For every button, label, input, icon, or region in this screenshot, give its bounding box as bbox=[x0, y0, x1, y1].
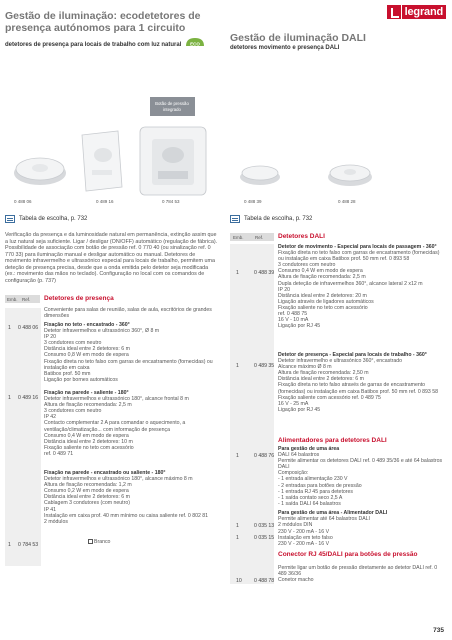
left-item-3-body: Detetor infravermelhos e ultrassónico 180°, alcance máximo 8 m Altura de fixação recomendada: 1,2 m Consumo 0,2 W em modo de espera Distância ideal entre 2 detetores: 6 m Cablagem 3 condutores (com neutro) IP 41 Instalação em caixa prof. 40 mm mínimo ou caixa saliente ref. 0 802 81 2 módulos bbox=[44, 476, 209, 525]
right-item-1-num: 1 bbox=[236, 270, 239, 276]
left-lead: Conveniente para salas de reunião, salas de aula, escritórios de grandes dimensões bbox=[44, 307, 212, 320]
right-section-title: Detetores DALI bbox=[278, 233, 325, 240]
product-label-3: 0 784 53 bbox=[162, 199, 180, 204]
left-title-line-1: Gestão de iluminação: ecodetetores de bbox=[5, 10, 201, 22]
left-item-3-num: 1 bbox=[8, 542, 11, 548]
right-power-1 bbox=[278, 446, 446, 507]
right-conn-body: Permite ligar um botão de pressão diretamente ao detetor DALI ref. 0 489 36/36 Conetor macho bbox=[278, 565, 438, 584]
button-label-line-1: Botão de pressão bbox=[155, 101, 189, 106]
right-col-emb: Emb. bbox=[233, 235, 244, 240]
left-item-1-body: Detetor infravermelhos e ultrassónico 360°, Ø 8 m IP 20 3 condutores com neutro Distância ideal entre 2 detetores: 6 m Consumo 0,8 W em modo de espera Fixação direta no teto falso com garras de encastramento (fornecidas) ou instalação em caixa Batibox prof. 50 mm Ligação por bornes automáticos bbox=[44, 328, 213, 383]
logo-text: legrand bbox=[402, 5, 446, 19]
detector-wall-square-icon bbox=[140, 127, 206, 195]
color-option[interactable] bbox=[85, 539, 110, 545]
right-col-ref: Ref. bbox=[255, 235, 264, 240]
brand-logo bbox=[387, 5, 446, 19]
right-item-1-body: Fixação direta no teto falso com garras de encastramento (fornecidas) ou instalação em caixa Batibox prof. 50 mm ref. 0 893 58 3 condutores com neutro Consumo 0,4 W em modo de espera Altura de fixação recomendada: 2,5 m Dupla deteção de infravermelhos 360°, alcance lateral 2 x12 m IP 20 Distância ideal entre 2 detetores: 20 m Ligação através de ligadores automáticos Fixação saliente no teto com acessório ref. 0 488 75 16 V - 10 mA Ligação por RJ 45 bbox=[278, 250, 440, 330]
left-item-3-title: Fixação na parede - encastrado ou saliente - 180° bbox=[44, 470, 166, 476]
right-power-1-title: Para gestão de uma área bbox=[278, 446, 340, 452]
product-label-2: 0 489 16 bbox=[96, 199, 114, 204]
logo-mark-icon bbox=[387, 5, 401, 19]
left-item-2-title: Fixação na parede - saliente - 180° bbox=[44, 390, 129, 396]
right-item-1 bbox=[278, 244, 446, 329]
detector-wall-saliente-icon bbox=[82, 131, 122, 191]
left-table-ref-text: Tabela de escolha, p. 732 bbox=[19, 216, 88, 222]
color-checkbox[interactable] bbox=[88, 539, 93, 544]
table-ref-icon bbox=[5, 215, 15, 223]
right-item-2-num: 1 bbox=[236, 363, 239, 369]
right-power-3-num: 1 bbox=[236, 535, 239, 541]
eco-badge-text: ECO bbox=[190, 41, 200, 47]
right-item-1-title: Detetor de movimento - Especial para locais de passagem - 360° bbox=[278, 244, 437, 250]
detector-dali-ceiling-icon bbox=[240, 166, 280, 185]
left-col-emb: Emb. bbox=[7, 297, 18, 302]
left-subtitle: detetores de presença para locais de trabalho com luz natural bbox=[5, 42, 182, 48]
left-item-1-num: 1 bbox=[8, 325, 11, 331]
right-conn-title: Conector RJ 45/DALI para botões de pressão bbox=[278, 551, 418, 558]
left-item-3 bbox=[44, 470, 216, 525]
product-label-1: 0 488 06 bbox=[14, 199, 32, 204]
right-power-1-ref: 0 488 76 bbox=[254, 453, 275, 459]
intro-text: Verificação da presença e da luminosidade natural em permanência, extinção assim que a luz natural seja suficiente. Ligar / desligar (ON/OFF) automático (regulação de fábrica). Possibilidade de associação com botão de pressão ref. 0 770 40 (ou sinalização ref. 0 770 33) para iluminação manual e desligar automático ou manual. Detetores de movimento infravermelho e ultrassónico especial para locais de trabalho, permitem uma deteção de presença precisa, desde que a onda emitida pelo detetor seja modificada (ex.: movimento das mãos no teclado). Configuração no local com os comandos de configuração (p. 737) bbox=[5, 232, 218, 284]
right-power-2-title: Para gestão de uma área - Alimentador DALI bbox=[278, 510, 388, 516]
product-illustrations bbox=[0, 95, 452, 210]
right-item-1-ref: 0 488 39 bbox=[254, 270, 275, 276]
color-label: Branco bbox=[94, 539, 111, 545]
left-item-1-ref: 0 488 06 bbox=[18, 325, 39, 331]
left-table-ref[interactable] bbox=[5, 215, 87, 223]
left-item-1-title: Fixação no teto - encastrado - 360° bbox=[44, 322, 130, 328]
right-power-1-num: 1 bbox=[236, 453, 239, 459]
product-label-5: 0 488 28 bbox=[338, 199, 356, 204]
left-item-3-ref: 0 784 53 bbox=[18, 542, 39, 548]
right-conn-num: 10 bbox=[236, 578, 242, 584]
left-num-column bbox=[5, 308, 41, 566]
right-item-2-ref: 0 489 35 bbox=[254, 363, 275, 369]
right-power-3-body: 230 V - 200 mA - 16 V Instalação em teto falso 230 V - 200 mA - 16 V bbox=[278, 529, 333, 548]
button-label-line-2: integrado bbox=[163, 107, 181, 112]
right-table-ref[interactable] bbox=[230, 215, 312, 223]
right-subtitle: detetores movimento e presença DALI bbox=[230, 45, 340, 51]
left-item-2-num: 1 bbox=[8, 395, 11, 401]
right-table-ref-text: Tabela de escolha, p. 732 bbox=[244, 216, 313, 222]
table-ref-icon bbox=[230, 215, 240, 223]
page-number: 735 bbox=[433, 627, 444, 634]
right-power-2-num: 1 bbox=[236, 523, 239, 529]
right-item-2-title: Detetor de presença - Especial para locais de trabalho - 360° bbox=[278, 352, 427, 358]
right-col-header-bar bbox=[230, 233, 274, 241]
right-power-2-body: Permite alimentar até 64 balastros DALI 2 módulos DIN bbox=[278, 516, 370, 529]
eco-badge-icon bbox=[184, 36, 206, 48]
right-power-3-ref: 0 035 15 bbox=[254, 535, 275, 541]
left-title bbox=[5, 10, 200, 34]
left-section-title: Detetores de presença bbox=[44, 295, 114, 302]
right-power-title: Alimentadores para detetores DALI bbox=[278, 437, 387, 444]
left-item-2-body: Detetor infravermelhos e ultrassónico 180°, alcance frontal 8 m Altura de fixação recomendada: 2,5 m 3 condutores com neutro IP 42 Contacto complementar 2 A para comandar o aquecimento, a ventilação/climatização... com informação de presença Consumo 0,4 W em modo de espera Distância ideal entre 2 detetores: 10 m Fixação saliente no teto com acessório ref. 0 489 71 bbox=[44, 396, 189, 457]
detector-round-ceiling-icon bbox=[14, 158, 66, 185]
right-item-2 bbox=[278, 352, 446, 413]
left-item-1 bbox=[44, 322, 216, 383]
right-power-2 bbox=[278, 510, 446, 528]
left-title-line-2: presença autónomos para 1 circuito bbox=[5, 22, 186, 34]
right-item-2-body: Detetor infravermelho e ultrassónico 360°, encastrado Alcance máximo Ø 8 m Altura de fixação recomendada: 2,50 m Distância ideal entre 2 detetores: 6 m Fixação direta no teto falso através de garras de encastramento (fornecidas) ou instalação em caixa Batibox prof. 50 mm ref. 0 893 58 Fixação saliente com acessório ref. 0 489 75 16 V - 25 mA Ligação por RJ 45 bbox=[278, 358, 439, 413]
product-images bbox=[0, 95, 452, 210]
right-power-1-body: DALI 64 balastros Permite alimentar os detetores DALI ref. 0 489 35/36 e até 64 balastros DALI Composição: - 1 entrada alimentação 230 V - 2 entradas para botões de pressão - 1 entrada RJ 45 para detetores - 1 saída contato seco 2,5 A - 1 saída DALI 64 balastros bbox=[278, 452, 443, 507]
right-num-column bbox=[230, 244, 274, 584]
left-col-ref: Ref. bbox=[22, 297, 31, 302]
right-conn-ref: 0 488 78 bbox=[254, 578, 275, 584]
right-title: Gestão de iluminação DALI bbox=[230, 32, 366, 44]
right-power-2-ref: 0 035 13 bbox=[254, 523, 275, 529]
left-item-2 bbox=[44, 390, 216, 457]
product-label-4: 0 488 39 bbox=[244, 199, 262, 204]
detector-dali-presence-icon bbox=[328, 165, 372, 186]
left-item-2-ref: 0 489 16 bbox=[18, 395, 39, 401]
